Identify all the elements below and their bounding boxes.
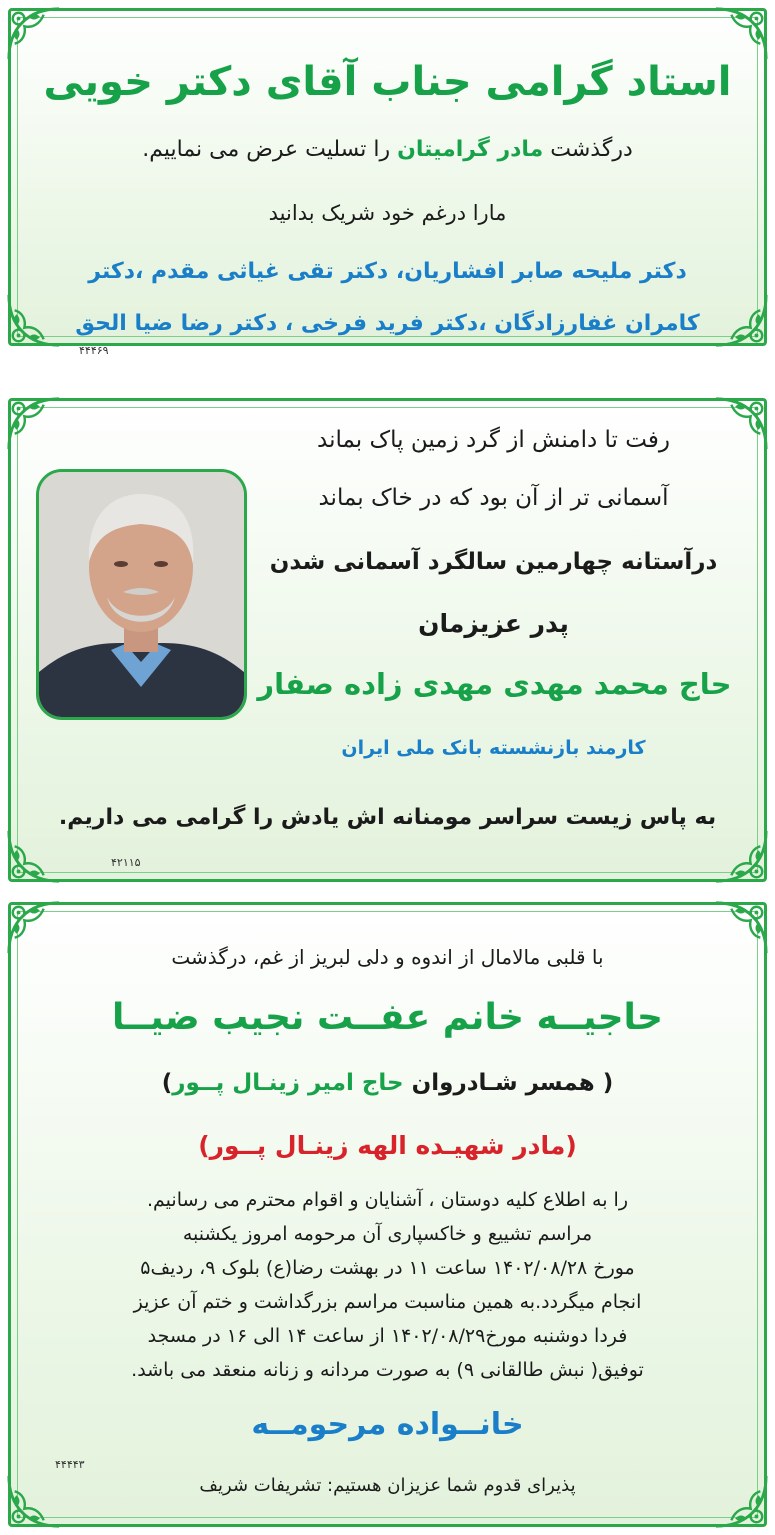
floral-corner-ornament-icon bbox=[5, 395, 63, 453]
notice-1-emphasis: مادر گرامیتان bbox=[397, 137, 544, 162]
condolence-notice-1 bbox=[8, 8, 767, 357]
notice-3-deceased-name: حاجیــه خانم عفــت نجیب ضیــا bbox=[112, 997, 663, 1038]
notice-1-names-line-2: کامران غفارزادگان ،دکتر فرید فرخی ، دکتر رضا ضیا الحق bbox=[75, 311, 700, 336]
notice-1-text: درگذشت bbox=[543, 137, 633, 162]
obituary-notice-3 bbox=[8, 902, 767, 1527]
poem-line-2: آسمانی تر از آن بود که در خاک بماند bbox=[318, 485, 669, 511]
occupation-line: کارمند بازنشسته بانک ملی ایران bbox=[341, 737, 646, 759]
memorial-notice-2 bbox=[8, 398, 767, 882]
notice-3-body-3: مورخ ۱۴۰۲/۰۸/۲۸ ساعت ۱۱ در بهشت رضا(ع) بلوک ۹، ردیف۵ bbox=[140, 1257, 635, 1279]
notice-3-intro: با قلبی مالامال از اندوه و دلی لبریز از غم، درگذشت bbox=[171, 945, 604, 969]
family-signature: خانــواده مرحومــه bbox=[251, 1407, 524, 1442]
spouse-name: حاج امیر زینـال پــور bbox=[172, 1070, 404, 1096]
notice-1-share-grief-line: مارا درغم خود شریک بدانید bbox=[268, 201, 507, 225]
notice-3-body-6: توفیق( نبش طالقانی ۹) به صورت مردانه و زنانه منعقد می باشد. bbox=[131, 1359, 644, 1381]
deceased-name: حاج محمد مهدی مهدی زاده صفار bbox=[257, 667, 732, 701]
floral-corner-ornament-icon bbox=[712, 5, 770, 63]
notice-1-names-line-1: دکتر ملیحه صابر افشاریان، دکتر تقی غیاثی مقدم ،دکتر bbox=[88, 259, 687, 284]
notice-3-body-4: انجام میگردد.به همین مناسبت مراسم بزرگداشت و ختم آن عزیز bbox=[133, 1291, 642, 1313]
notice-1-title: استاد گرامی جناب آقای دکتر خویی bbox=[43, 59, 732, 105]
portrait-photo bbox=[36, 469, 247, 720]
spouse-prefix: ( همسر شـادروان bbox=[403, 1070, 614, 1096]
spouse-line bbox=[31, 1070, 744, 1096]
notice-3-ad-code: ۴۴۴۴۳ bbox=[55, 1458, 85, 1471]
floral-corner-ornament-icon bbox=[712, 827, 770, 885]
floral-corner-ornament-icon bbox=[5, 827, 63, 885]
notice-1-text: را تسلیت عرض می نماییم. bbox=[142, 137, 398, 162]
anniversary-line: درآستانه چهارمین سالگرد آسمانی شدن bbox=[269, 549, 718, 575]
floral-corner-ornament-icon bbox=[5, 5, 63, 63]
notice-3-body-1: را به اطلاع کلیه دوستان ، آشنایان و اقوام محترم می رسانیم. bbox=[146, 1189, 629, 1211]
relation-line: پدر عزیزمان bbox=[418, 609, 569, 638]
notice-3-body-5: فردا دوشنبه مورخ۱۴۰۲/۰۸/۲۹ از ساعت ۱۴ الی ۱۶ در مسجد bbox=[147, 1325, 628, 1347]
poem-line-1: رفت تا دامنش از گرد زمین پاک بماند bbox=[317, 427, 670, 453]
mother-of-martyr-line: (مادر شهیـده الهه زینـال پــور) bbox=[198, 1131, 577, 1160]
notice-1-condolence-line bbox=[31, 137, 744, 162]
notice-1-ad-code: ۴۴۴۶۹ bbox=[79, 344, 109, 357]
notice-2-ad-code: ۴۲۱۱۵ bbox=[111, 856, 141, 869]
closing-line: به پاس زیست سراسر مومنانه اش یادش را گرامی می داریم. bbox=[58, 805, 717, 830]
reception-line: پذیرای قدوم شما عزیزان هستیم: تشریفات شریف bbox=[199, 1475, 576, 1496]
notice-3-body-2: مراسم تشییع و خاکسپاری آن مرحومه امروز یکشنبه bbox=[182, 1223, 593, 1245]
spouse-suffix: ) bbox=[161, 1070, 173, 1096]
